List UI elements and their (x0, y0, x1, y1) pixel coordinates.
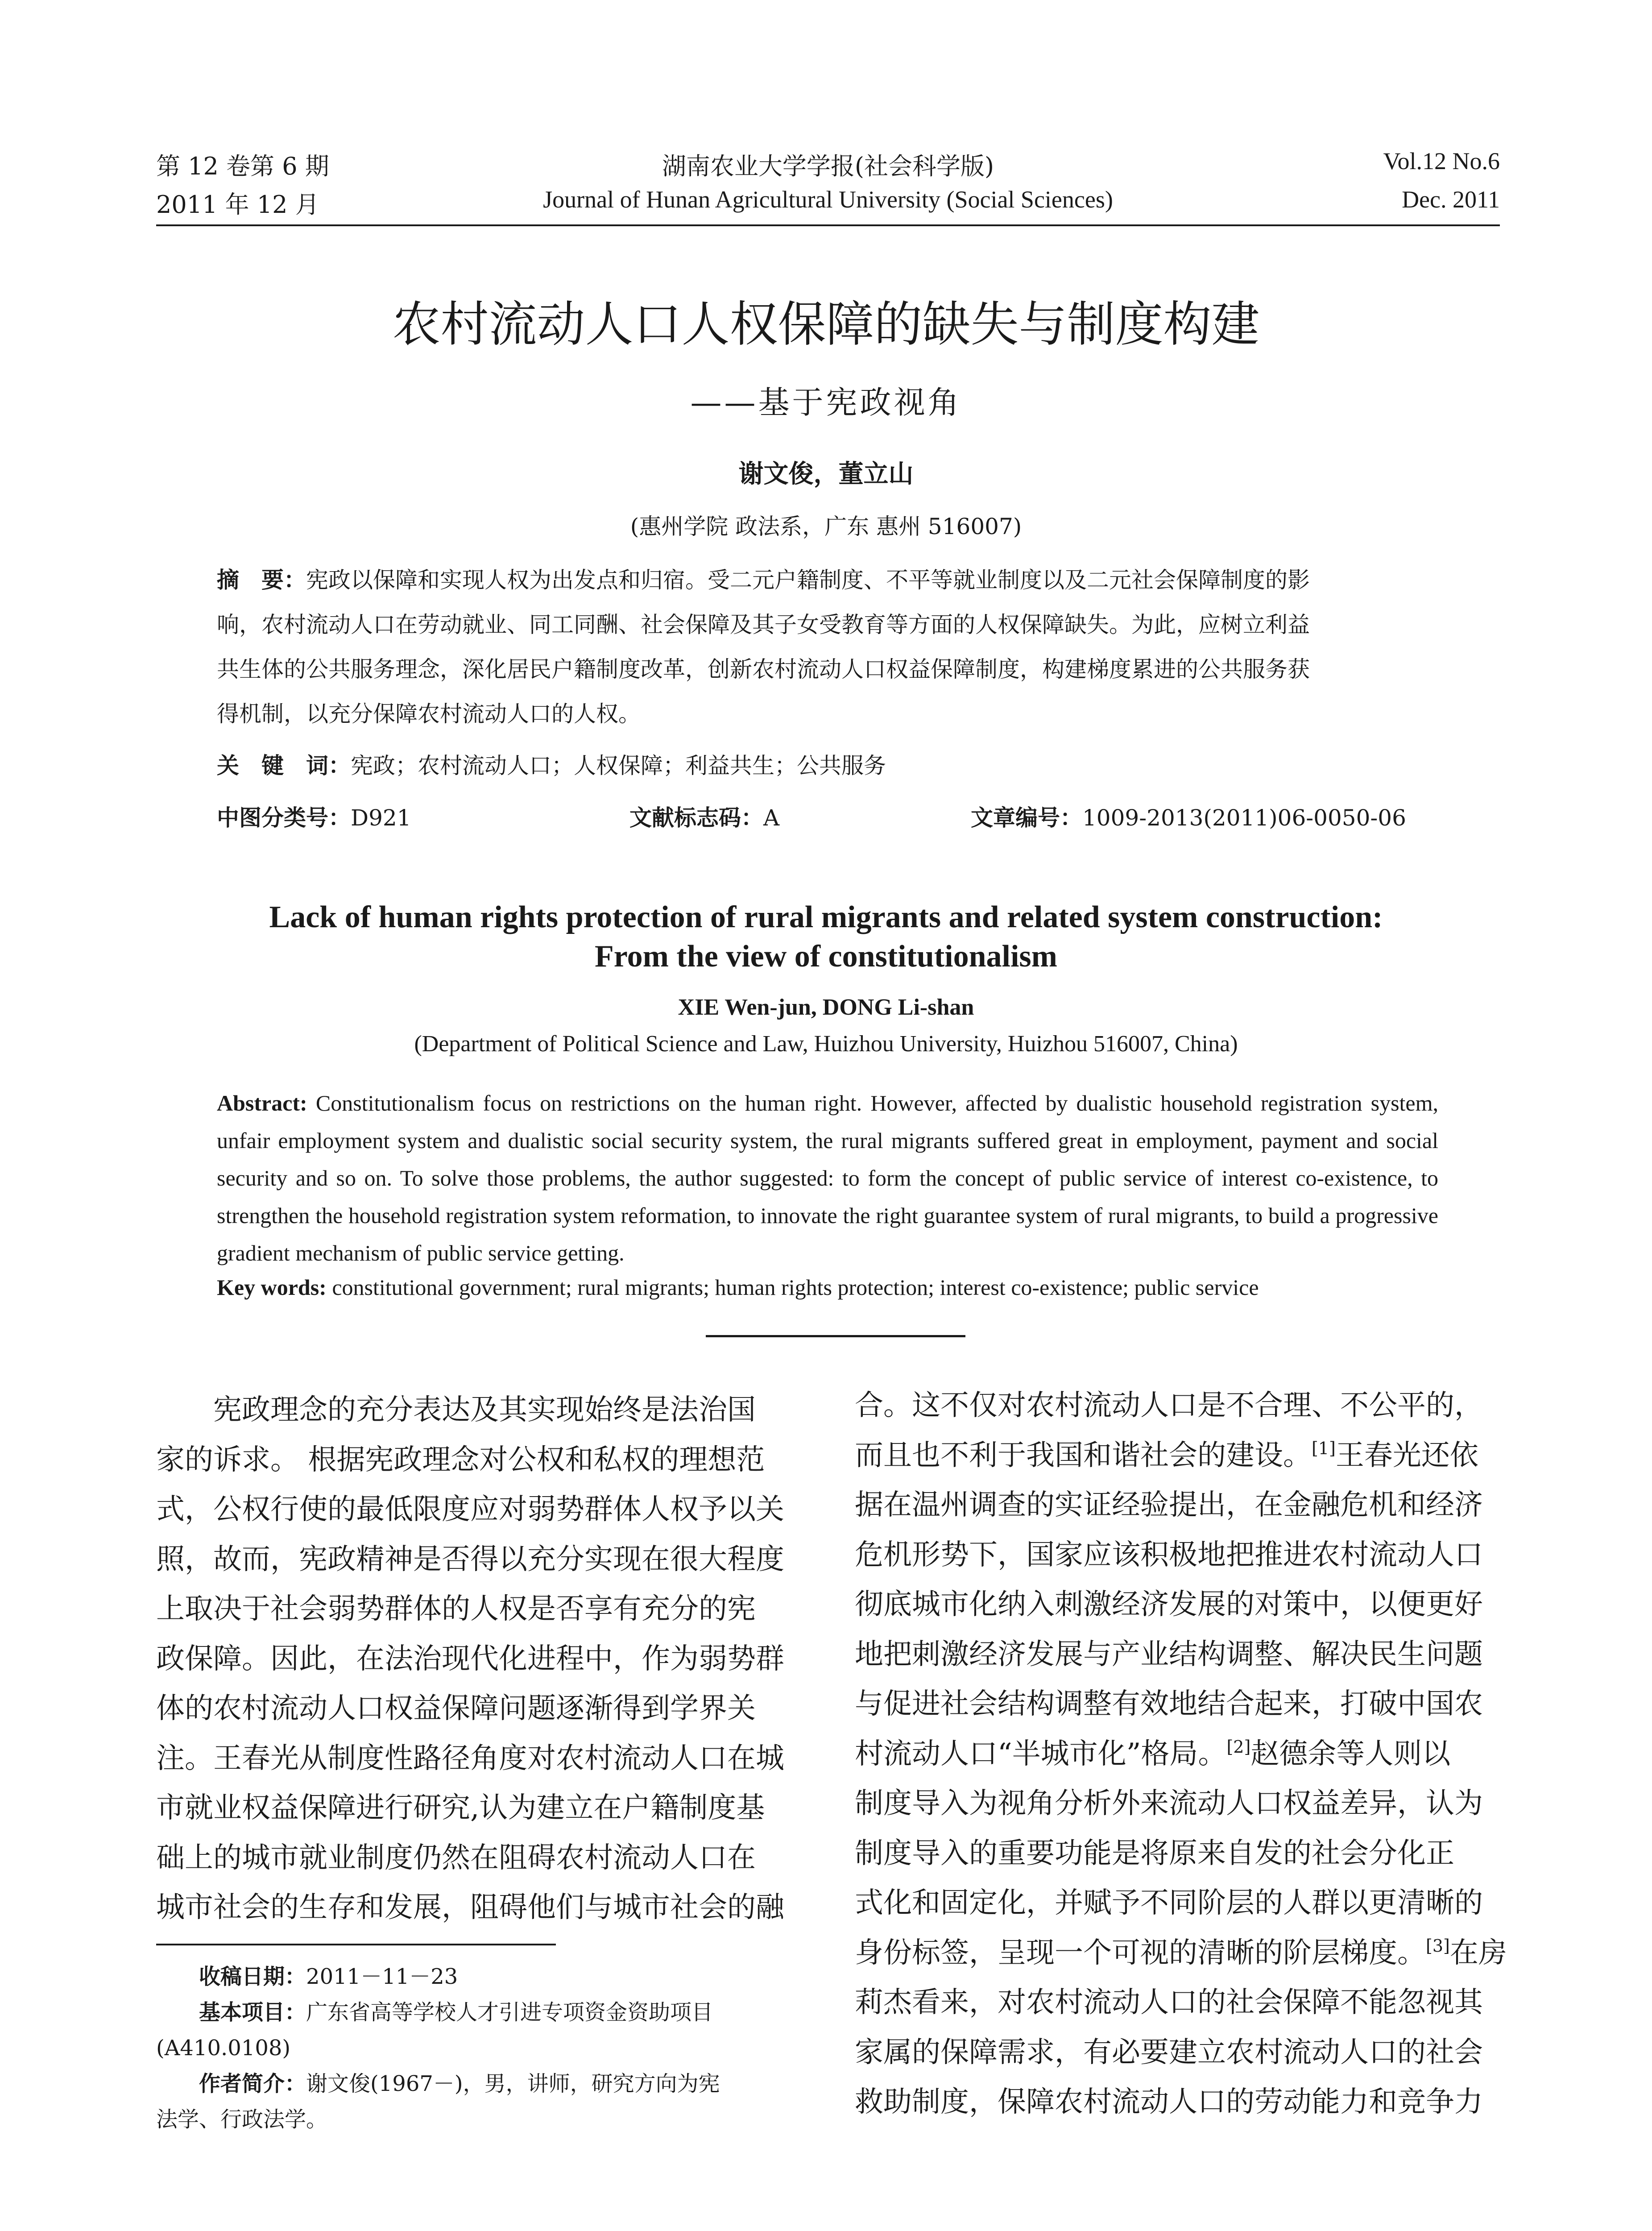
abstract-zh-line: 响，农村流动人口在劳动就业、同工同酬、社会保障及其子女受教育等方面的人权保障缺失。为此，应树立利益 (217, 612, 1310, 638)
received-date-label: 收稿日期： (199, 1964, 306, 1989)
english-abstract-label: Abstract: (217, 1091, 307, 1116)
volume-issue-zh: 第 12 卷第 6 期 (156, 152, 329, 180)
body-line (855, 1879, 1506, 1928)
doc-code-label: 文献标志码： (629, 805, 763, 831)
body-line (855, 1928, 1506, 1978)
english-keywords (217, 1274, 1438, 1300)
footnote-rule (156, 1944, 556, 1945)
date-zh: 2011 年 12 月 (156, 191, 319, 219)
english-authors: XIE Wen-jun, DONG Li-shan (678, 995, 974, 1020)
citation-ref[interactable]: [3] (1426, 1936, 1450, 1956)
article-title: 农村流动人口人权保障的缺失与制度构建 (392, 297, 1260, 352)
header-rule (156, 224, 1500, 226)
article-number-value: 1009-2013(2011)06-0050-06 (1082, 805, 1406, 831)
body-line: 城市社会的生存和发展，阻碍他们与城市社会的融 (156, 1891, 784, 1924)
body-text: 而且也不利于我国和谐社会的建设。 (855, 1439, 1312, 1472)
body-line (855, 1978, 1506, 2028)
english-keywords-label: Key words: (217, 1275, 327, 1300)
body-column-right (855, 1381, 1506, 2127)
author-bio-cont: 法学、行政法学。 (156, 2107, 328, 2132)
volume-issue-en: Vol.12 No.6 (1383, 148, 1500, 174)
body-line (855, 1630, 1506, 1680)
body-line: 市就业权益保障进行研究,认为建立在户籍制度基 (156, 1791, 765, 1825)
abstract-zh-line: 得机制，以充分保障农村流动人口的人权。 (217, 701, 641, 727)
affiliation: (惠州学院 政法系，广东 惠州 516007) (630, 514, 1022, 539)
journal-name-zh: 湖南农业大学学报(社会科学版) (662, 152, 994, 180)
body-line (855, 1679, 1506, 1729)
body-text: 村流动人口“半城市化”格局。 (855, 1737, 1227, 1771)
body-text: 赵德余等人则以 (1250, 1737, 1451, 1771)
body-line: 政保障。因此，在法治现代化进程中，作为弱势群 (156, 1642, 784, 1675)
body-text: 制度导入的重要功能是将原来自发的社会分化正 (855, 1837, 1454, 1870)
author-bio-label: 作者简介： (199, 2071, 306, 2096)
authors: 谢文俊，董立山 (738, 460, 914, 489)
journal-name-en: Journal of Hunan Agricultural University (Social Sciences) (543, 186, 1113, 213)
body-column-left (156, 1385, 807, 1933)
abstract-zh-line: 宪政以保障和实现人权为出发点和归宿。受二元户籍制度、不平等就业制度以及二元社会保障制度的影 (306, 567, 1310, 593)
body-text: 王春光还依 (1335, 1439, 1478, 1472)
body-line: 式，公权行使的最低限度应对弱势群体人权予以关 (156, 1493, 784, 1526)
english-affiliation: (Department of Political Science and Law, Huizhou University, Huizhou 516007, China) (414, 1031, 1238, 1057)
body-text: 合。这不仅对农村流动人口是不合理、不公平的， (855, 1389, 1483, 1422)
classification-row (217, 800, 1438, 831)
citation-ref[interactable]: [2] (1226, 1737, 1251, 1757)
body-line (855, 1729, 1506, 1779)
body-line (855, 1829, 1506, 1879)
fund-label: 基本项目： (199, 2000, 306, 2025)
body-line: 上取决于社会弱势群体的人权是否享有充分的宪 (156, 1592, 756, 1626)
body-text: 莉杰看来，对农村流动人口的社会保障不能忽视其 (855, 1986, 1483, 2019)
body-line (855, 1431, 1506, 1481)
english-abstract-text: Constitutionalism focus on restrictions on the human right. However, affected by dualistic household registration system, unfair employment system and dualistic social security system, the rural migrants suffered great in employment, payment and social security and so on. To solve those problems, the author suggested: to form the concept of public service of interest co-existence, to strengthen the household registration system reformation, to innovate the right guarantee system of rural migrants, to build a progressive gradient mechanism of public service getting. (217, 1091, 1438, 1265)
body-text: 身份标签，呈现一个可视的清晰的阶层梯度。 (855, 1936, 1426, 1970)
english-abstract (217, 1084, 1438, 1272)
body-line (855, 1580, 1506, 1630)
body-line (855, 1530, 1506, 1580)
fund-value-cont: (A410.0108) (156, 2036, 291, 2061)
body-text: 救助制度，保障农村流动人口的劳动能力和竞争力 (855, 2086, 1483, 2119)
date-en: Dec. 2011 (1402, 186, 1500, 213)
body-text: 式化和固定化，并赋予不同阶层的人群以更清晰的 (855, 1887, 1483, 1920)
body-line: 体的农村流动人口权益保障问题逐渐得到学界关 (156, 1692, 756, 1725)
body-line: 照，故而，宪政精神是否得以充分实现在很大程度 (156, 1543, 784, 1576)
body-line (855, 1381, 1506, 1431)
section-separator (706, 1335, 965, 1337)
clc-value: D921 (351, 805, 411, 831)
english-title-line: Lack of human rights protection of rural migrants and related system construction: (269, 900, 1383, 934)
body-text: 制度导入为视角分析外来流动人口权益差异，认为 (855, 1787, 1483, 1820)
clc-label: 中图分类号： (217, 805, 351, 831)
fund-value: 广东省高等学校人才引进专项资金资助项目 (306, 2000, 713, 2025)
article-subtitle: ——基于宪政视角 (690, 384, 962, 421)
body-line (855, 2028, 1506, 2078)
abstract-zh-label: 摘 要： (217, 567, 306, 593)
keywords-zh-label: 关 键 词： (217, 753, 351, 779)
received-date-value: 2011－11－23 (306, 1964, 458, 1989)
author-bio-value: 谢文俊(1967－)，男，讲师，研究方向为宪 (306, 2071, 720, 2096)
doc-code-value: A (763, 805, 780, 831)
running-header (156, 147, 1500, 224)
body-line (855, 1480, 1506, 1530)
body-line: 注。王春光从制度性路径角度对农村流动人口在城 (156, 1742, 784, 1775)
keywords-zh (217, 748, 1438, 780)
citation-ref[interactable]: [1] (1312, 1438, 1336, 1458)
body-text: 与促进社会结构调整有效地结合起来，打破中国农 (855, 1688, 1483, 1721)
english-keywords-text: constitutional government; rural migrants; human rights protection; interest co-existence; public service (332, 1275, 1259, 1300)
body-text: 在房 (1449, 1936, 1507, 1970)
keywords-zh-text: 宪政；农村流动人口；人权保障；利益共生；公共服务 (351, 753, 886, 779)
abstract-zh-line: 共生体的公共服务理念，深化居民户籍制度改革，创新农村流动人口权益保障制度，构建梯度累进的公共服务获 (217, 656, 1310, 682)
body-text: 地把刺激经济发展与产业结构调整、解决民生问题 (855, 1638, 1483, 1671)
abstract-zh (217, 558, 1438, 736)
body-line: 础上的城市就业制度仍然在阻碍农村流动人口在 (156, 1841, 756, 1874)
english-title (0, 898, 1652, 976)
article-number-label: 文章编号： (971, 805, 1082, 831)
body-text: 彻底城市化纳入刺激经济发展的对策中，以便更好 (855, 1588, 1483, 1621)
body-line: 宪政理念的充分表达及其实现始终是法治国 (156, 1393, 756, 1427)
body-line: 家的诉求。 根据宪政理念对公权和私权的理想范 (156, 1443, 765, 1476)
footnotes (156, 1959, 807, 2137)
body-text: 家属的保障需求，有必要建立农村流动人口的社会 (855, 2036, 1483, 2069)
body-line (855, 1779, 1506, 1829)
body-line (855, 2078, 1506, 2127)
body-text: 危机形势下，国家应该积极地把推进农村流动人口 (855, 1538, 1483, 1572)
body-text: 据在温州调查的实证经验提出，在金融危机和经济 (855, 1489, 1483, 1522)
english-title-line: From the view of constitutionalism (595, 939, 1057, 974)
